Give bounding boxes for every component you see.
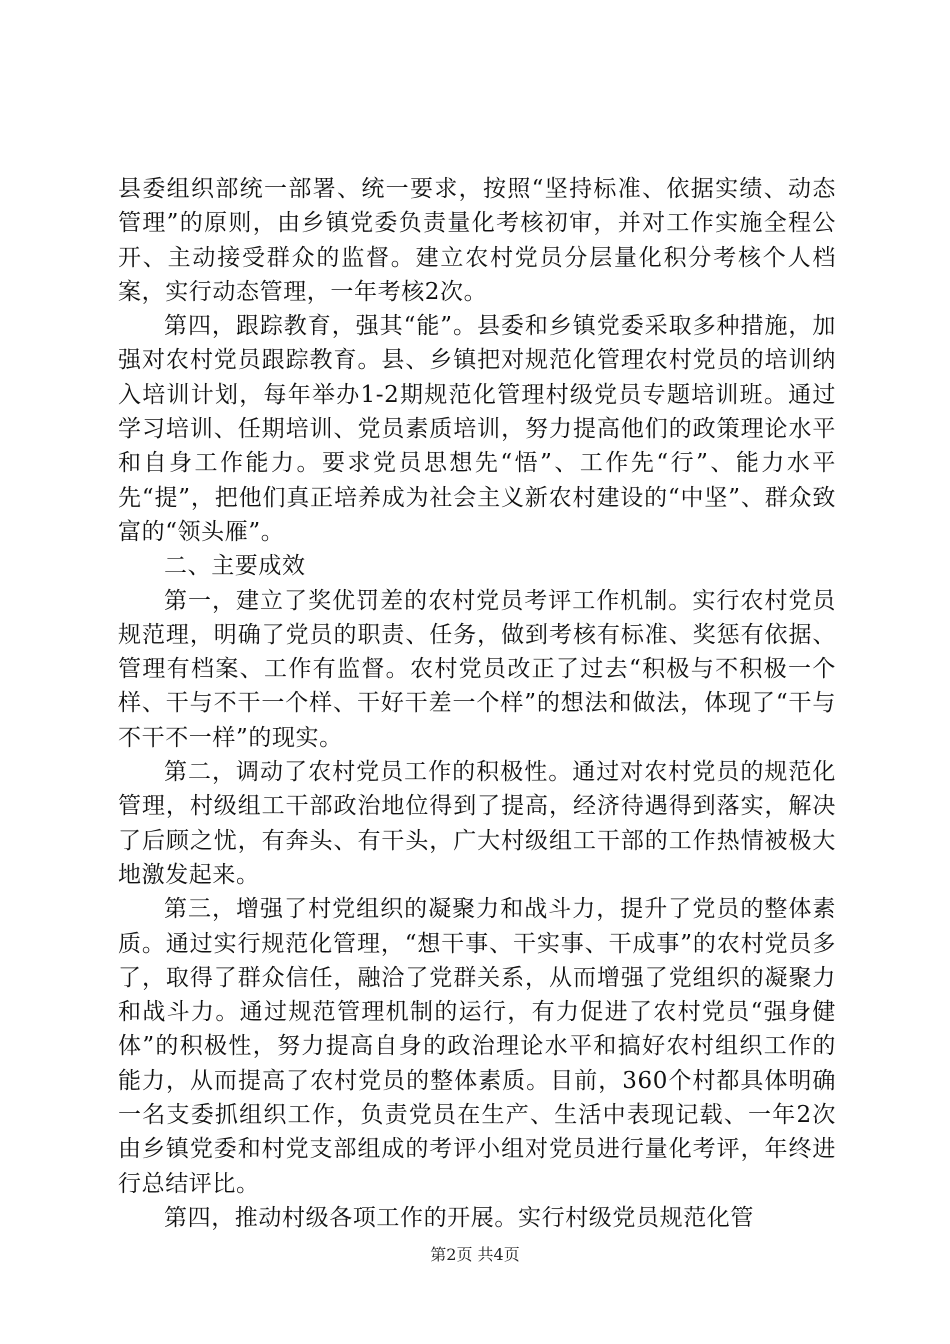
paragraph-continuation: 县委组织部统一部署、统一要求，按照“坚持标准、依据实绩、动态管理”的原则，由乡镇党委负责量化考核初审，并对工作实施全程公开、主动接受群众的监督。建立农村党员分层量化积分考核个人档案，实行动态管理，一年考核2次。 (118, 176, 836, 305)
page-number-label: 第2页 共4页 (430, 1245, 520, 1264)
paragraph-result-third: 第三，增强了村党组织的凝聚力和战斗力，提升了党员的整体素质。通过实行规范化管理，“想干事、干实事、干成事”的农村党员多了，取得了群众信任，融洽了党群关系，从而增强了党组织的凝聚力和战斗力。通过规范管理机制的运行，有力促进了农村党员“强身健体”的积极性，努力提高自身的政治理论水平和搞好农村组织工作的能力，从而提高了农村党员的整体素质。目前，360个村都具体明确一名支委抓组织工作，负责党员在生产、生活中表现记载、一年2次由乡镇党委和村党支部组成的考评小组对党员进行量化考评，年终进行总结评比。 (118, 896, 836, 1197)
document-body (118, 172, 836, 1235)
paragraph-result-first: 第一，建立了奖优罚差的农村党员考评工作机制。实行农村党员规范理，明确了党员的职责、任务，做到考核有标准、奖惩有依据、管理有档案、工作有监督。农村党员改正了过去“积极与不积极一个样、干与不干一个样、干好干差一个样”的想法和做法，体现了“干与不干不一样”的现实。 (118, 587, 836, 751)
paragraph-result-fourth: 第四，推动村级各项工作的开展。实行村级党员规范化管 (164, 1204, 754, 1231)
paragraph-result-second: 第二，调动了农村党员工作的积极性。通过对农村党员的规范化管理，村级组工干部政治地位得到了提高，经济待遇得到落实，解决了后顾之忧，有奔头、有干头，广大村级组工干部的工作热情被极大地激发起来。 (118, 759, 836, 888)
page-footer (0, 1244, 950, 1266)
paragraph-tracking-education: 第四，跟踪教育，强其“能”。县委和乡镇党委采取多种措施，加强对农村党员跟踪教育。县、乡镇把对规范化管理农村党员的培训纳入培训计划，每年举办1-2期规范化管理村级党员专题培训班。通过学习培训、任期培训、党员素质培训，努力提高他们的政策理论水平和自身工作能力。要求党员思想先“悟”、工作先“行”、能力水平先“提”，把他们真正培养成为社会主义新农村建设的“中坚”、群众致富的“领头雁”。 (118, 313, 836, 545)
section-heading-main-results: 二、主要成效 (164, 553, 306, 580)
